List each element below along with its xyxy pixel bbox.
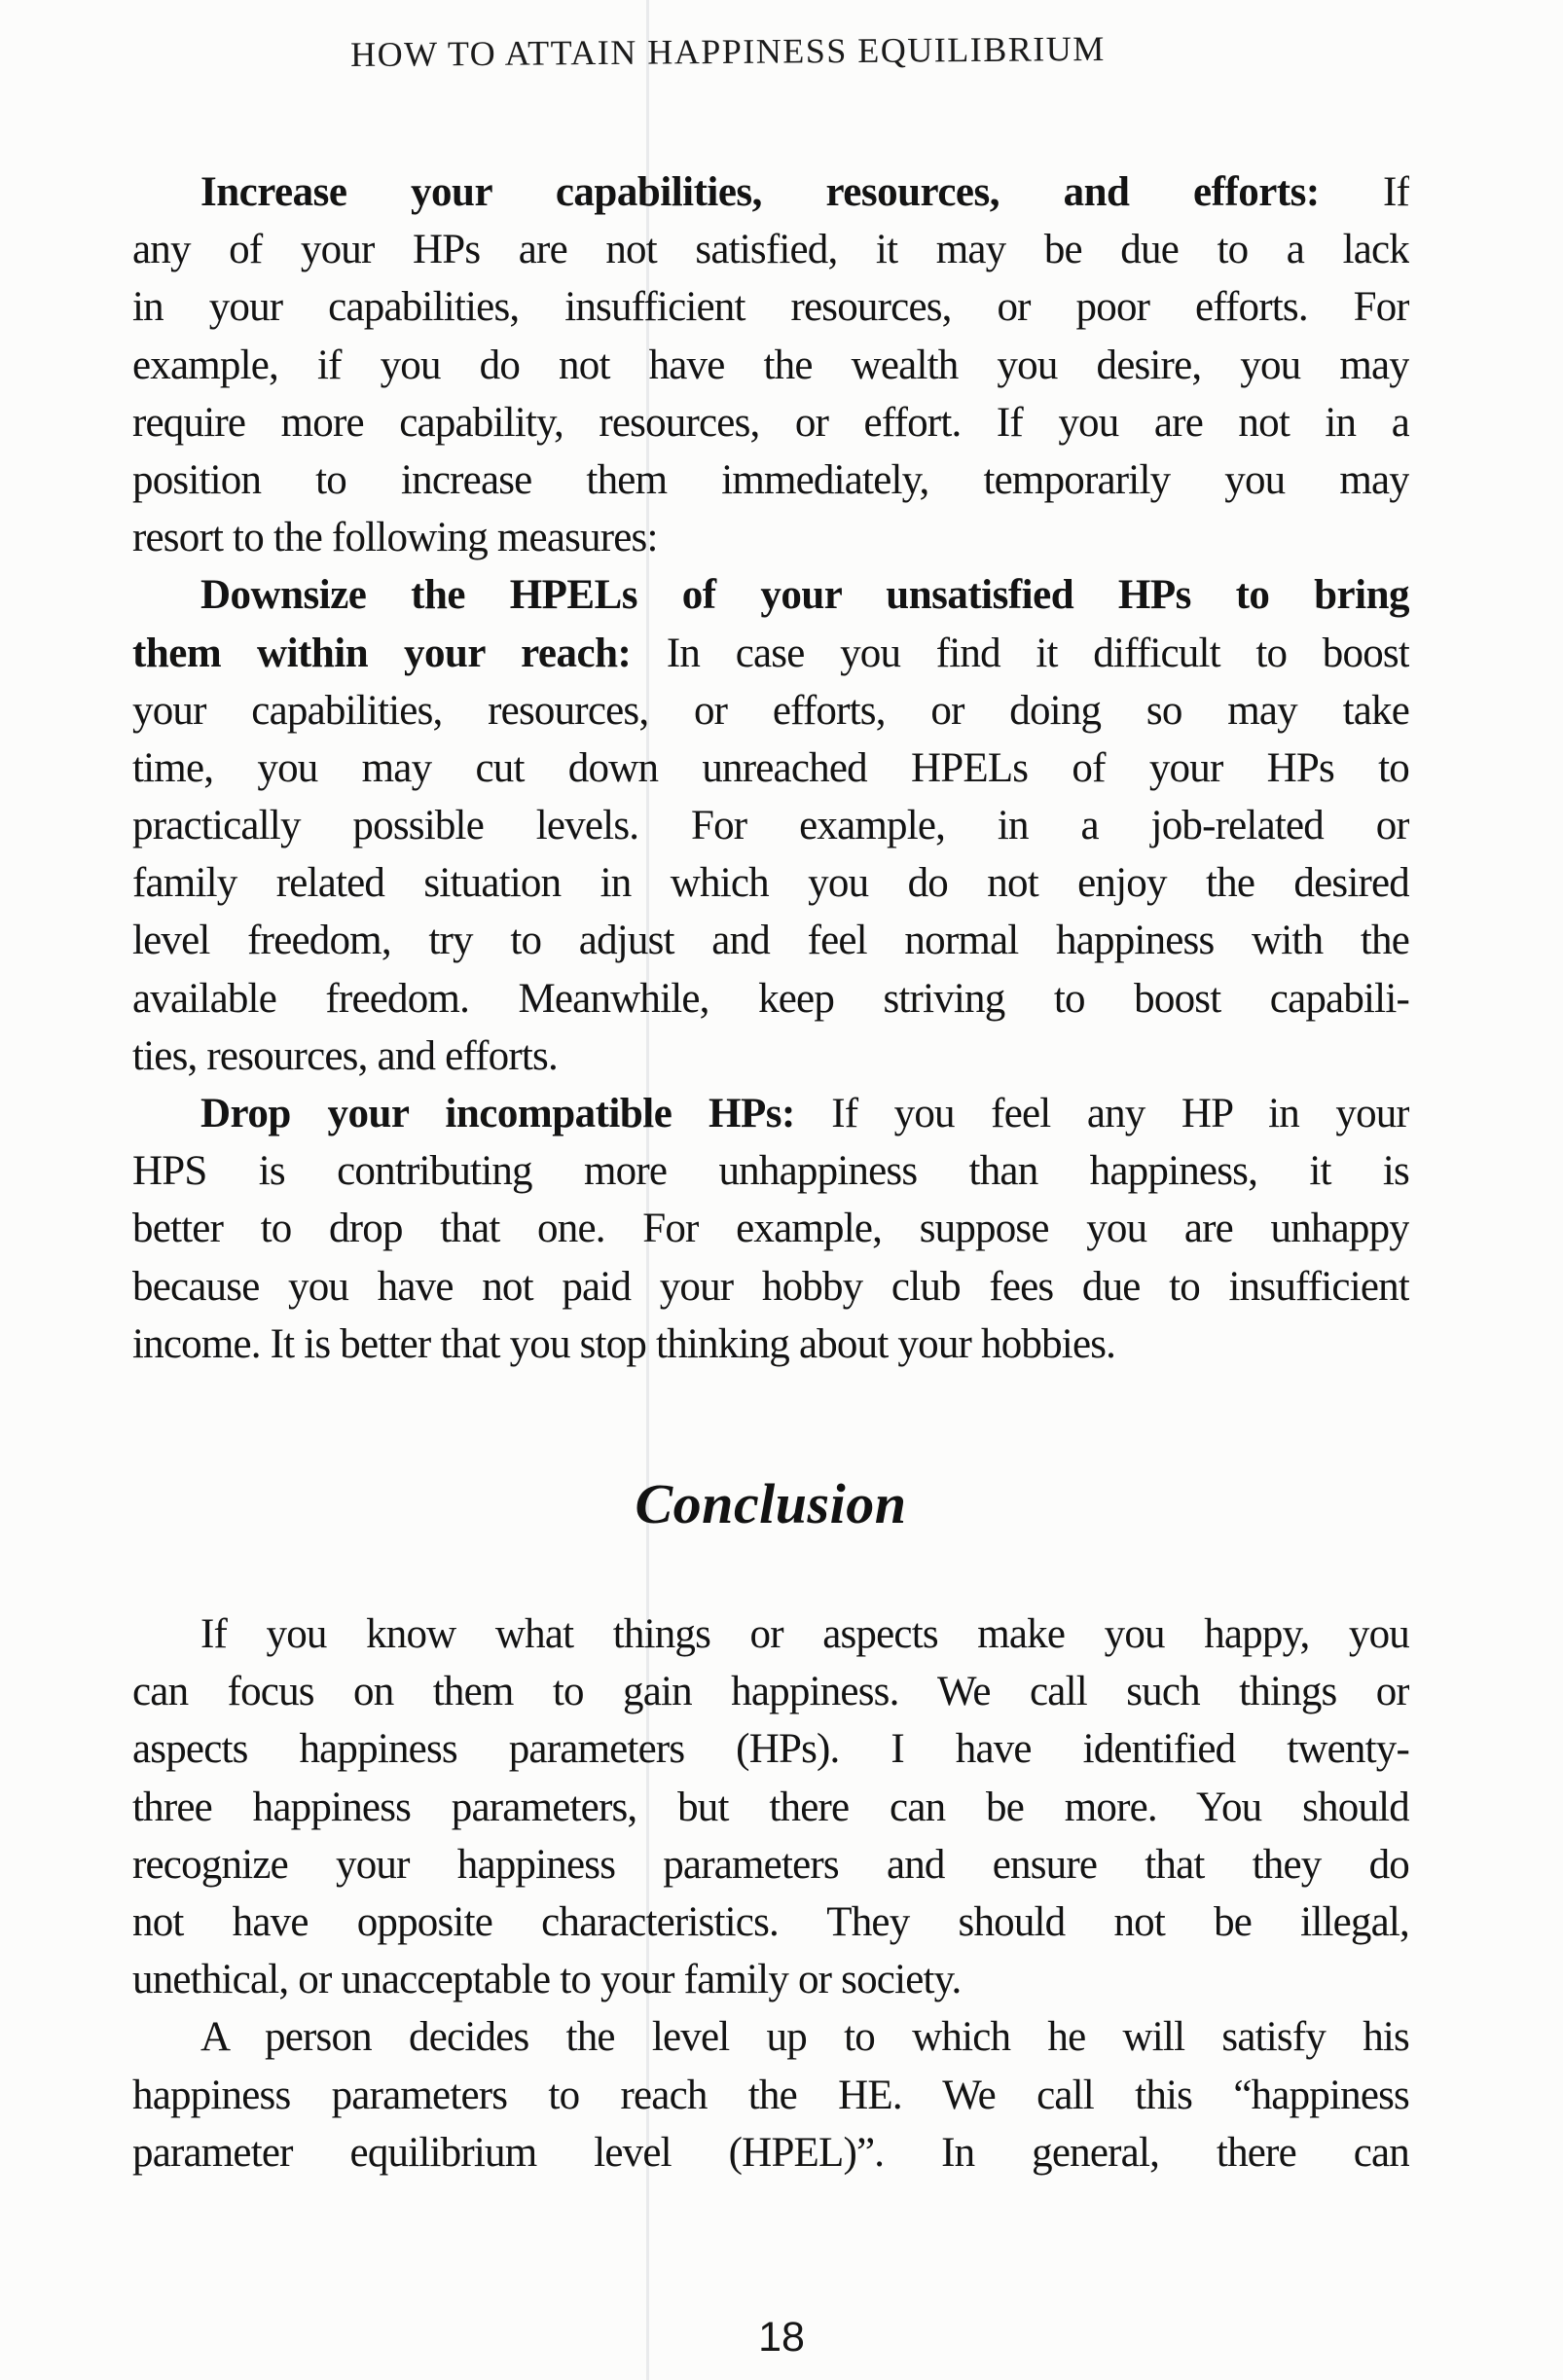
text-line: recognize your happiness parameters and ensure that they do xyxy=(132,1841,1409,1888)
text-line: because you have not paid your hobby club fees due to insufficient xyxy=(132,1263,1409,1310)
running-header: HOW TO ATTAIN HAPPINESS EQUILIBRIUM xyxy=(350,28,1106,75)
text-line: parameter equilibrium level (HPEL)”. In general, there can xyxy=(132,2129,1409,2176)
text-line: better to drop that one. For example, suppose you are unhappy xyxy=(132,1206,1409,1252)
text-line: require more capability, resources, or effort. If you are not in a xyxy=(132,399,1409,446)
paragraph-increase-capabilities xyxy=(132,163,1409,566)
bold-lead-in: them within your reach: xyxy=(132,630,632,676)
line-text: In case you find it difficult to boost xyxy=(631,630,1409,676)
text-line: your capabilities, resources, or efforts, or doing so may take xyxy=(132,687,1409,734)
text-line: income. It is better that you stop thinking about your hobbies. xyxy=(132,1320,1116,1367)
text-line: unethical, or unacceptable to your family or society. xyxy=(132,1957,962,2003)
bold-lead-in: Drop your incompatible HPs: xyxy=(200,1091,795,1136)
text-line: time, you may cut down unreached HPELs of your HPs to xyxy=(132,744,1409,791)
text-line: level freedom, try to adjust and feel normal happiness with the xyxy=(132,918,1409,964)
text-line: If you know what things or aspects make you happy, you xyxy=(200,1611,1409,1657)
paragraph-hpel-definition xyxy=(132,2008,1409,2182)
text-line: available freedom. Meanwhile, keep striving to boost capabili- xyxy=(132,975,1409,1022)
text-line: three happiness parameters, but there can be more. You should xyxy=(132,1784,1409,1830)
section-heading-conclusion: Conclusion xyxy=(635,1472,907,1535)
text-line xyxy=(132,163,1409,221)
text-line: in your capabilities, insufficient resources, or poor efforts. For xyxy=(132,284,1409,331)
text-line xyxy=(132,1085,1409,1142)
paragraph-conclusion-summary xyxy=(132,1605,1409,2008)
text-line: not have opposite characteristics. They should not be illegal, xyxy=(132,1898,1409,1945)
text-line: practically possible levels. For example, in a job-related or xyxy=(132,803,1409,849)
text-line: HPS is contributing more unhappiness than happiness, it is xyxy=(132,1148,1409,1195)
bold-lead-in: Downsize the HPELs of your unsatisfied HPs to bring xyxy=(200,572,1409,619)
text-line: happiness parameters to reach the HE. We call this “happiness xyxy=(132,2072,1409,2118)
text-line: family related situation in which you do not enjoy the desired xyxy=(132,860,1409,907)
text-line: aspects happiness parameters (HPs). I have identified twenty- xyxy=(132,1726,1409,1773)
text-line: example, if you do not have the wealth you desire, you may xyxy=(132,342,1409,388)
text-line: can focus on them to gain happiness. We call such things or xyxy=(132,1669,1409,1715)
text-line: A person decides the level up to which he will satisfy his xyxy=(200,2014,1409,2061)
paragraph-drop-incompatible-hps xyxy=(132,1085,1409,1373)
body-text-upper xyxy=(132,163,1409,1373)
body-text-lower xyxy=(132,1605,1409,2182)
text-line xyxy=(132,566,1409,624)
text-line xyxy=(132,625,1409,682)
bold-lead-in: Increase your capabilities, resources, and efforts: xyxy=(200,169,1320,215)
text-line: resort to the following measures: xyxy=(132,515,658,561)
line-text: If xyxy=(1319,169,1409,215)
text-line: position to increase them immediately, temporarily you may xyxy=(132,456,1409,503)
text-line: any of your HPs are not satisfied, it may be due to a lack xyxy=(132,227,1409,273)
page-number: 18 xyxy=(758,2314,805,2361)
line-text: If you feel any HP in your xyxy=(794,1091,1409,1136)
paragraph-downsize-hpels xyxy=(132,566,1409,1085)
text-line: ties, resources, and efforts. xyxy=(132,1032,558,1079)
